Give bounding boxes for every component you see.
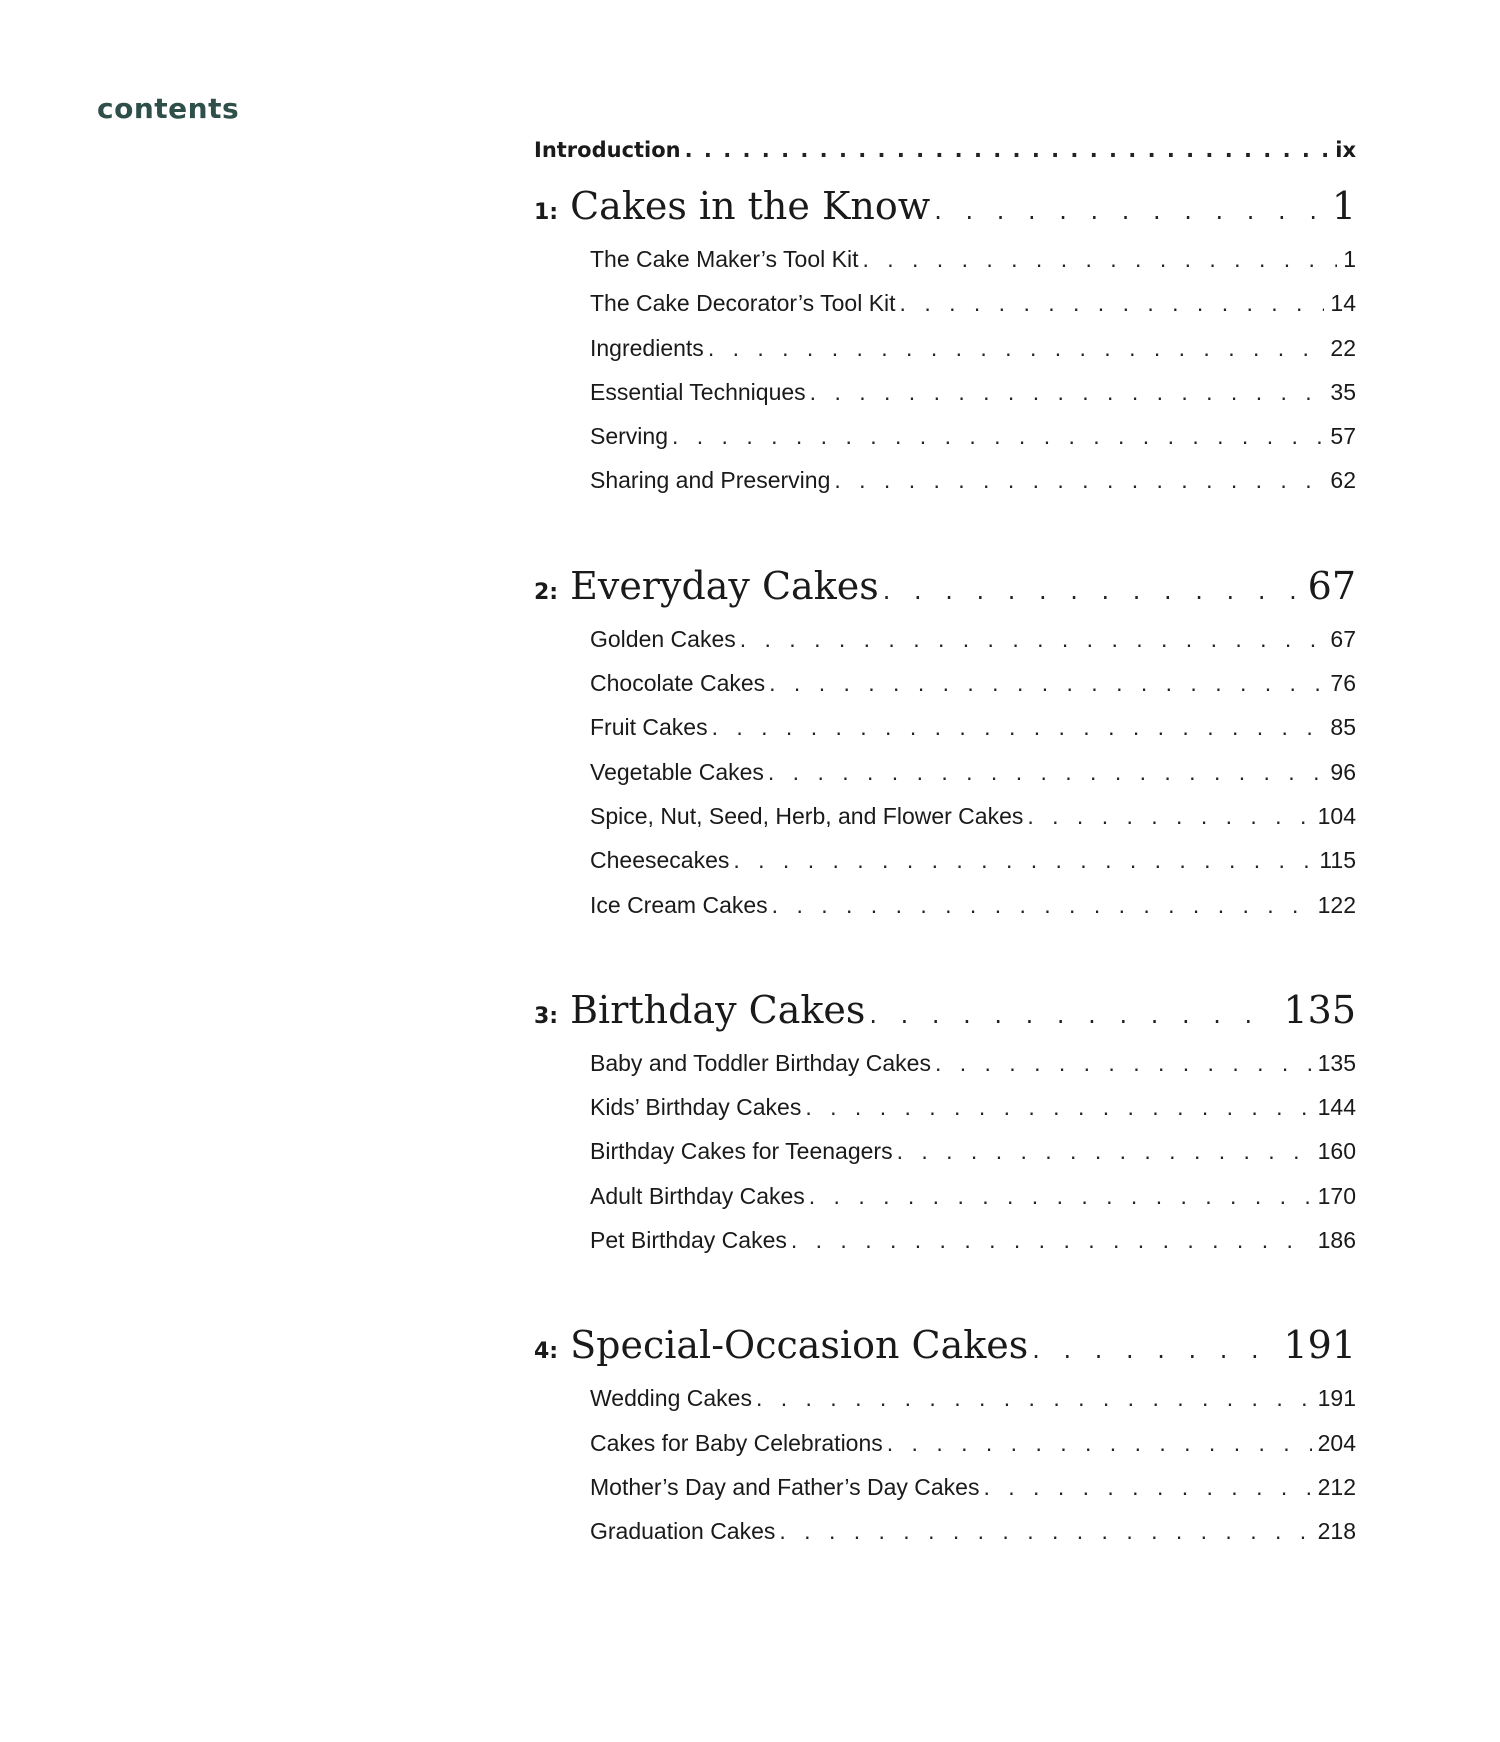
section-page-number: 85 [1330, 714, 1356, 741]
section-title: Ingredients [590, 334, 704, 361]
toc-chapter-heading[interactable] [534, 184, 1356, 246]
toc-section-entry[interactable] [590, 1518, 1356, 1562]
toc-section-entry[interactable] [590, 892, 1356, 936]
dot-leader [708, 335, 1325, 362]
page-title: contents [97, 92, 240, 125]
entry-title: Introduction [534, 138, 681, 162]
chapter-page-number: 1 [1331, 184, 1356, 228]
entry-page-number: ix [1335, 138, 1356, 162]
toc-section-entry[interactable] [590, 1385, 1356, 1429]
section-title: Graduation Cakes [590, 1518, 776, 1545]
toc-chapter-heading[interactable] [534, 1323, 1356, 1385]
dot-leader [834, 467, 1324, 494]
dot-leader [769, 670, 1324, 697]
chapter-number: 2: [534, 579, 559, 605]
section-title: Sharing and Preserving [590, 467, 831, 494]
chapter-block [534, 988, 1356, 1271]
toc-section-entry[interactable] [590, 670, 1356, 714]
chapter-title: Everyday Cakes [570, 563, 879, 608]
chapter-number: 4: [534, 1339, 559, 1365]
dot-leader [768, 759, 1325, 786]
section-page-number: 22 [1330, 334, 1356, 361]
section-title: Cheesecakes [590, 847, 730, 874]
section-page-number: 1 [1343, 246, 1356, 272]
toc-section-entry[interactable] [590, 1183, 1356, 1227]
section-page-number: 57 [1330, 423, 1356, 450]
chapter-page-number: 191 [1283, 1323, 1356, 1368]
section-title: Birthday Cakes for Teenagers [590, 1138, 893, 1165]
section-page-number: 104 [1317, 802, 1356, 829]
dot-leader [1032, 1336, 1277, 1364]
dot-leader [672, 423, 1324, 450]
toc-section-entry[interactable] [590, 246, 1356, 290]
chapter-title: Birthday Cakes [570, 987, 866, 1032]
dot-leader [772, 892, 1312, 919]
dot-leader [733, 847, 1313, 874]
toc-section-entry[interactable] [590, 759, 1356, 803]
toc-section-entry[interactable] [590, 290, 1356, 334]
section-title: Kids’ Birthday Cakes [590, 1094, 802, 1121]
chapter-page-number: 67 [1307, 563, 1356, 608]
section-title: Essential Techniques [590, 378, 806, 405]
dot-leader [935, 1050, 1312, 1077]
section-title: Cakes for Baby Celebrations [590, 1429, 883, 1456]
section-page-number: 191 [1317, 1385, 1356, 1412]
section-page-number: 212 [1317, 1473, 1356, 1500]
toc-section-entry[interactable] [590, 714, 1356, 758]
toc-section-entry[interactable] [590, 467, 1356, 511]
section-page-number: 115 [1319, 847, 1356, 874]
section-page-number: 218 [1317, 1518, 1356, 1545]
section-title: Spice, Nut, Seed, Herb, and Flower Cakes [590, 802, 1024, 829]
dot-leader [883, 577, 1302, 605]
dot-leader [791, 1227, 1312, 1254]
toc-section-entry[interactable] [590, 1094, 1356, 1138]
dot-leader [779, 1518, 1311, 1545]
section-title: Fruit Cakes [590, 714, 708, 741]
section-title: Chocolate Cakes [590, 670, 766, 697]
section-page-number: 62 [1330, 467, 1356, 494]
toc-section-entry[interactable] [590, 1227, 1356, 1271]
chapter-title: Cakes in the Know [570, 184, 931, 228]
chapter-number: 3: [534, 1003, 559, 1029]
dot-leader [810, 379, 1325, 406]
section-page-number: 204 [1317, 1429, 1356, 1456]
dot-leader [712, 714, 1325, 741]
chapter-title: Special-Occasion Cakes [570, 1323, 1029, 1368]
chapter-number: 1: [534, 200, 559, 225]
dot-leader [685, 138, 1330, 162]
section-page-number: 35 [1330, 378, 1356, 405]
section-title: Ice Cream Cakes [590, 891, 768, 918]
dot-leader [900, 290, 1325, 317]
toc-chapter-heading[interactable] [534, 988, 1356, 1050]
section-title: Adult Birthday Cakes [590, 1182, 805, 1209]
section-page-number: 96 [1330, 758, 1356, 785]
dot-leader [1027, 803, 1311, 830]
section-title: Golden Cakes [590, 625, 736, 652]
section-page-number: 186 [1317, 1227, 1356, 1254]
section-title: Mother’s Day and Father’s Day Cakes [590, 1473, 980, 1500]
section-page-number: 14 [1330, 290, 1356, 317]
dot-leader [983, 1474, 1311, 1501]
toc-section-entry[interactable] [590, 803, 1356, 847]
toc-entry-introduction[interactable] [534, 138, 1356, 172]
section-page-number: 122 [1317, 891, 1356, 918]
dot-leader [934, 197, 1326, 225]
section-page-number: 170 [1317, 1182, 1356, 1209]
dot-leader [862, 246, 1337, 273]
toc-section-entry[interactable] [590, 1050, 1356, 1094]
toc-section-entry[interactable] [590, 1138, 1356, 1182]
dot-leader [897, 1138, 1312, 1165]
section-title: The Cake Decorator’s Tool Kit [590, 290, 896, 317]
toc-section-entry[interactable] [590, 1474, 1356, 1518]
section-title: The Cake Maker’s Tool Kit [590, 246, 859, 272]
section-page-number: 67 [1330, 625, 1356, 652]
dot-leader [887, 1430, 1312, 1457]
toc-section-entry[interactable] [590, 335, 1356, 379]
section-title: Pet Birthday Cakes [590, 1227, 787, 1254]
toc-chapter-heading[interactable] [534, 564, 1356, 626]
table-of-contents [534, 138, 1356, 1563]
section-title: Vegetable Cakes [590, 758, 764, 785]
dot-leader [869, 1001, 1277, 1029]
section-page-number: 76 [1330, 670, 1356, 697]
section-title: Wedding Cakes [590, 1385, 752, 1412]
chapter-block [534, 564, 1356, 936]
chapter-block [534, 184, 1356, 512]
dot-leader [740, 626, 1325, 653]
dot-leader [805, 1094, 1311, 1121]
section-page-number: 144 [1317, 1094, 1356, 1121]
section-title: Baby and Toddler Birthday Cakes [590, 1049, 931, 1076]
section-page-number: 135 [1317, 1049, 1356, 1076]
toc-section-entry[interactable] [590, 1430, 1356, 1474]
toc-section-entry[interactable] [590, 847, 1356, 891]
chapter-block [534, 1323, 1356, 1562]
section-page-number: 160 [1317, 1138, 1356, 1165]
dot-leader [809, 1183, 1312, 1210]
dot-leader [756, 1385, 1312, 1412]
toc-section-entry[interactable] [590, 626, 1356, 670]
toc-section-entry[interactable] [590, 379, 1356, 423]
section-title: Serving [590, 423, 668, 450]
chapter-list [534, 184, 1356, 1563]
chapter-page-number: 135 [1283, 987, 1356, 1032]
toc-section-entry[interactable] [590, 423, 1356, 467]
